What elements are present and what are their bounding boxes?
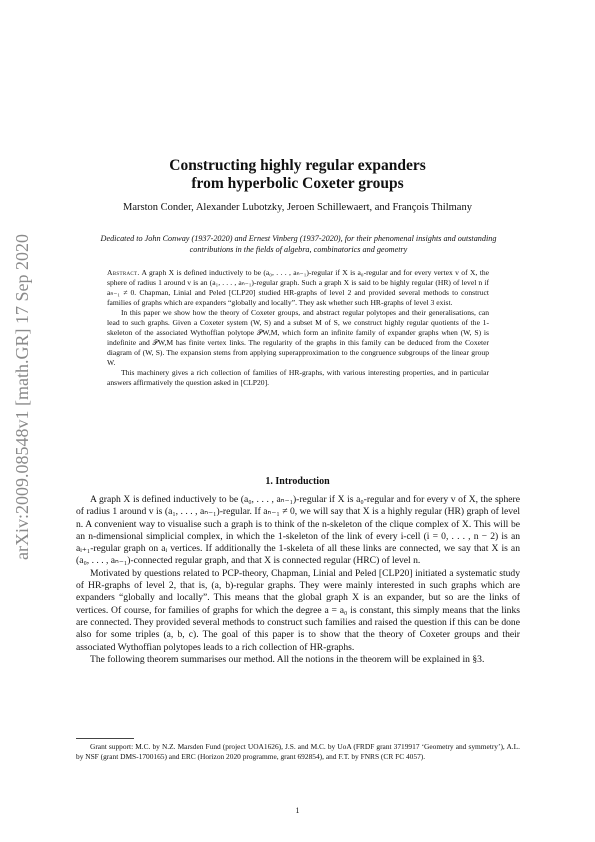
arxiv-identifier-stamp: arXiv:2009.08548v1 [math.GR] 17 Sep 2020 <box>12 234 32 560</box>
body-paragraph-3: The following theorem summarises our method. All the notions in the theorem will be explained in §3. <box>90 653 485 665</box>
introduction-body <box>76 494 520 666</box>
footnote-divider <box>76 738 134 739</box>
abstract-paragraph-2: In this paper we show how the theory of Coxeter groups, and abstract regular polytopes and their generalisations, can lead to such graphs. Given a Coxeter system (W, S) and a subset M of S, we construct highly regular quotients of the 1-skeleton of the associated Wythoffian polytope 𝒫W,M, which form an infinite family of expander graphs when (W, S) is indefinite and 𝒫W,M has finite vertex links. The regularity of the graphs in this family can be deduced from the Coxeter diagram of (W, S). The expansion stems from applying superapproximation to the congruence subgroups of the linear group W. <box>107 308 489 367</box>
paper-title-line-1: Constructing highly regular expanders <box>169 157 426 174</box>
body-paragraph-2: Motivated by questions related to PCP-theory, Chapman, Linial and Peled [CLP20] initiated a systematic study of HR-graphs of level 2, that is, (a, b)-regular graphs. They were mainly interested in such graphs which are expanders “globally and locally”. This means that the global graph X is an expander, but so are the links of vertices. Of course, for families of graphs for which the degree a = a₀ is constant, this simply means that the links are connected. They provided several methods to construct such families and raised the question if this can be done also for some triples (a, b, c). The goal of this paper is to show that the theory of Coxeter groups and their associated Wythoffian polytopes leads to a rich collection of HR-graphs. <box>76 567 520 653</box>
section-heading-introduction: 1. Introduction <box>265 476 330 487</box>
paper-title-line-2: from hyperbolic Coxeter groups <box>191 175 404 192</box>
dedication: Dedicated to John Conway (1937-2020) and Ernest Vinberg (1937-2020), for their phenomenal insights and outstanding contributions in the fields of algebra, combinatorics and geometry <box>100 234 497 254</box>
abstract <box>107 268 489 388</box>
page-number: 1 <box>295 806 300 815</box>
abstract-label: Abstract. <box>107 268 140 277</box>
author-list: Marston Conder, Alexander Lubotzky, Jeroen Schillewaert, and François Thilmany <box>123 202 472 213</box>
grant-footnote: Grant support: M.C. by N.Z. Marsden Fund (project UOA1626), J.S. and M.C. by UoA (FRDF grant 3719917 ‘Geometry and symmetry’), A.L. by NSF (grant DMS-1700165) and ERC (Horizon 2020 programme, grant 692854), and F.T. by FNRS (CR FC 4057). <box>76 742 520 761</box>
abstract-paragraph-1 <box>107 268 489 308</box>
abstract-paragraph-3: This machinery gives a rich collection of families of HR-graphs, with various interesting properties, and in particular answers affirmatively the question asked in [CLP20]. <box>107 368 489 387</box>
abstract-text-1: A graph X is defined inductively to be (a₀, . . . , aₙ₋₁)-regular if X is a₀-regular and for every vertex v of X, the sphere of radius 1 around v is an (a₁, . . . , aₙ₋₁)-regular graph. Such a graph X is said to be highly regular (HR) of level n if aₙ₋₁ ≠ 0. Chapman, Linial and Peled [CLP20] studied HR-graphs of level 2 and provided several methods to construct families of graphs which are expanders “globally and locally”. They ask whether such HR-graphs of level 3 exist. <box>107 268 489 307</box>
body-paragraph-1: A graph X is defined inductively to be (a₀, . . . , aₙ₋₁)-regular if X is a₀-regular and for every v of X, the sphere of radius 1 around v is (a₁, . . . , aₙ₋₁)-regular. If aₙ₋₁ ≠ 0, we will say that X is a highly regular (HR) graph of level n. A convenient way to visualise such a graph is to think of the n-skeleton of the clique complex of X. This will be an n-dimensional simplicial complex, in which the 1-skeleton of the link of every i-cell (i = 0, . . . , n − 2) is an aᵢ₊₁-regular graph on aᵢ vertices. If additionally the 1-skeleta of all these links are connected, we say that X is an (a₀, . . . , aₙ₋₁)-connected regular graph, and that X is connected regular (HRC) of level n. <box>76 494 520 567</box>
